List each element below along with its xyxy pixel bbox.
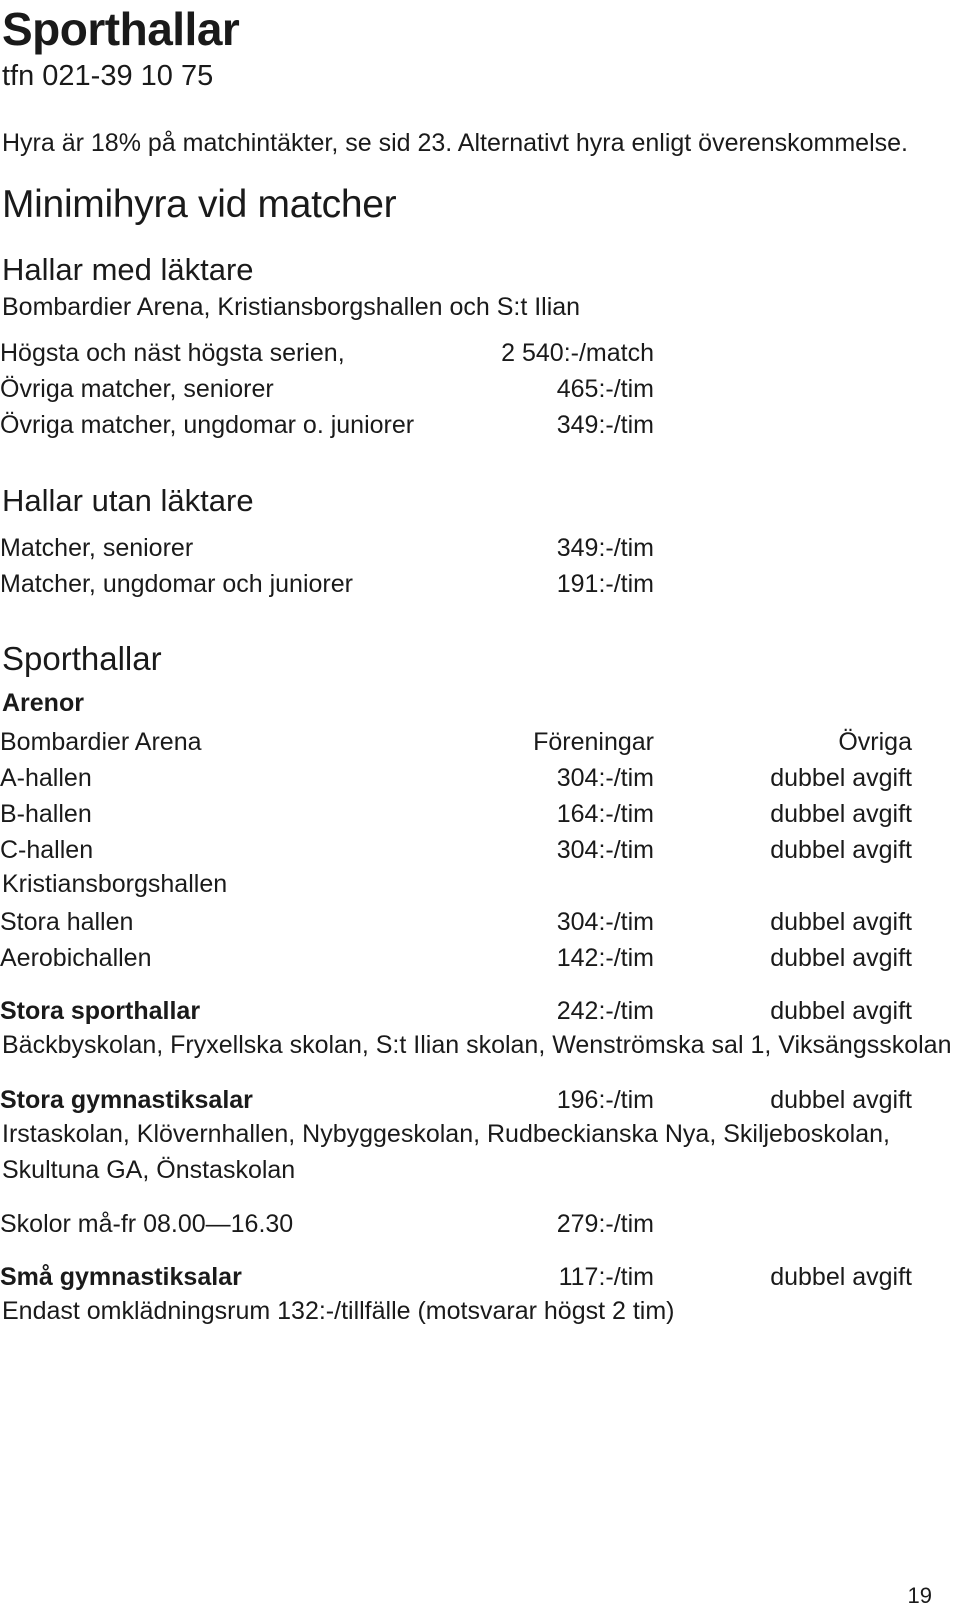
table-header-row [0,728,912,756]
price-row-value: 349:-/tim [556,411,654,439]
hall-other-price: dubbel avgift [770,944,912,972]
column-header-name: Bombardier Arena [0,728,202,756]
price-row-label: Övriga matcher, seniorer [0,375,274,403]
hall-name: B-hallen [0,800,92,828]
table-row [0,1263,912,1291]
price-row-label: Matcher, seniorer [0,534,194,562]
table-row [0,908,912,936]
category-name: Stora gymnastiksalar [0,1086,253,1114]
med-laktare-heading: Hallar med läktare [2,252,254,287]
hall-other-price: dubbel avgift [770,800,912,828]
category-price: 117:-/tim [558,1263,654,1291]
hall-name: A-hallen [0,764,92,792]
utan-laktare-heading: Hallar utan läktare [2,483,254,518]
hall-name: C-hallen [0,836,94,864]
school-list: Skultuna GA, Önstaskolan [2,1156,296,1184]
category-name: Stora sporthallar [0,997,201,1025]
phone-number: tfn 021-39 10 75 [2,60,214,92]
category-name: Skolor må-fr 08.00—16.30 [0,1210,294,1238]
dressing-room-note: Endast omklädningsrum 132:-/tillfälle (motsvarar högst 2 tim) [2,1297,675,1325]
school-list: Bäckbyskolan, Fryxellska skolan, S:t Ilian skolan, Wenströmska sal 1, Viksängsskolan [2,1031,952,1059]
price-row-label: Övriga matcher, ungdomar o. juniorer [0,411,415,439]
table-row [0,1086,912,1114]
price-row-value: 465:-/tim [556,375,654,403]
price-row-value: 349:-/tim [556,534,654,562]
category-other-price: dubbel avgift [770,997,912,1025]
price-row-value: 191:-/tim [556,570,654,598]
hall-price: 304:-/tim [556,836,654,864]
price-row-label: Matcher, ungdomar och juniorer [0,570,353,598]
column-header-ovriga: Övriga [838,728,912,756]
column-header-foreningar: Föreningar [533,728,654,756]
rent-note: Hyra är 18% på matchintäkter, se sid 23. Alternativt hyra enligt överenskommelse. [2,129,908,157]
category-other-price: dubbel avgift [770,1086,912,1114]
minimihyra-heading: Minimihyra vid matcher [2,183,397,226]
hall-other-price: dubbel avgift [770,836,912,864]
price-row [0,339,912,367]
category-name: Små gymnastiksalar [0,1263,242,1291]
page-title: Sporthallar [2,3,240,55]
price-row [0,534,912,562]
hall-price: 142:-/tim [556,944,654,972]
category-price: 196:-/tim [556,1086,654,1114]
category-other-price: dubbel avgift [770,1263,912,1291]
table-row [0,1210,912,1238]
table-row [0,997,912,1025]
price-row-value: 2 540:-/match [501,339,654,367]
hall-other-price: dubbel avgift [770,908,912,936]
school-list: Irstaskolan, Klövernhallen, Nybyggeskolan, Rudbeckianska Nya, Skiljeboskolan, [2,1120,890,1148]
table-row [0,800,912,828]
hall-price: 304:-/tim [556,908,654,936]
hall-price: 164:-/tim [556,800,654,828]
table-row [0,944,912,972]
hall-price: 304:-/tim [556,764,654,792]
table-row [0,764,912,792]
sporthallar-heading: Sporthallar [2,640,162,677]
med-laktare-venues: Bombardier Arena, Kristiansborgshallen och S:t Ilian [2,293,581,321]
price-row [0,375,912,403]
price-row-label: Högsta och näst högsta serien, [0,339,345,367]
hall-name: Aerobichallen [0,944,152,972]
kristiansborg-heading: Kristiansborgshallen [2,870,228,898]
price-row [0,570,912,598]
arenor-heading: Arenor [2,689,84,717]
hall-other-price: dubbel avgift [770,764,912,792]
hall-name: Stora hallen [0,908,134,936]
price-row [0,411,912,439]
category-price: 279:-/tim [556,1210,654,1238]
category-price: 242:-/tim [556,997,654,1025]
page-number: 19 [907,1583,932,1608]
table-row [0,836,912,864]
